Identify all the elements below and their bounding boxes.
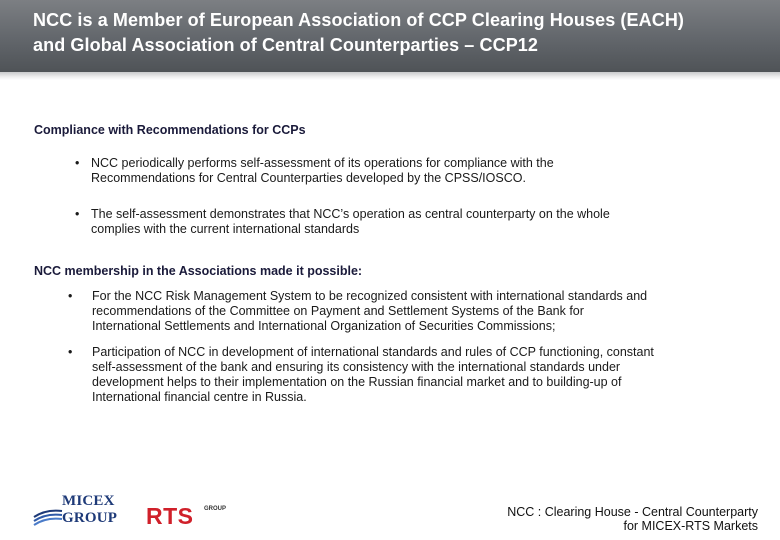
- bullet-text-line: International Settlements and International Organization of Securities Commissions;: [92, 319, 556, 333]
- micex-wordmark-line-1: MICEX: [62, 493, 115, 509]
- bullet-text-line: Recommendations for Central Counterparties developed by the CPSS/IOSCO.: [91, 171, 526, 185]
- bullet-text-line: complies with the current international standards: [91, 222, 360, 236]
- section-heading-membership: NCC membership in the Associations made it possible:: [34, 264, 363, 278]
- bullet-text-line: recommendations of the Committee on Payment and Settlement Systems of the Bank for: [92, 304, 584, 318]
- bullet-item: [75, 207, 755, 237]
- rts-group-logo: [146, 503, 236, 533]
- bullet-text-line: Participation of NCC in development of international standards and rules of CCP functioning, constant: [92, 345, 654, 359]
- micex-wordmark: [62, 493, 117, 527]
- title-bar: [0, 0, 780, 72]
- rts-group-label: GROUP: [204, 506, 227, 512]
- bullet-text-line: International financial centre in Russia.: [92, 390, 307, 404]
- bullet-text-line: development helps to their implementation on the Russian financial market and to building-up of: [92, 375, 622, 389]
- slide-title-line-2: and Global Association of Central Counterparties – CCP12: [33, 35, 539, 55]
- bullet-item: [68, 345, 758, 405]
- bullet-dot-icon: •: [75, 207, 80, 221]
- bullet-text-line: The self-assessment demonstrates that NCC’s operation as central counterparty on the whole: [91, 207, 610, 221]
- rts-wordmark: RTS: [146, 503, 194, 529]
- footer-caption: [507, 505, 758, 533]
- slide-title: [33, 8, 773, 58]
- bullet-dot-icon: •: [68, 289, 73, 303]
- bullet-text-line: self-assessment of the bank and ensuring its consistency with the international standards under: [92, 360, 621, 374]
- section-heading-compliance: Compliance with Recommendations for CCPs: [34, 123, 306, 137]
- footer-caption-line-1: NCC : Clearing House - Central Counterparty: [507, 505, 758, 519]
- bullet-dot-icon: •: [68, 345, 73, 359]
- bullet-item: [68, 289, 758, 334]
- bullet-dot-icon: •: [75, 156, 80, 170]
- micex-group-logo: [32, 493, 122, 535]
- footer-caption-line-2: for MICEX-RTS Markets: [623, 519, 758, 533]
- title-bar-shadow: [0, 72, 780, 80]
- slide-title-line-1: NCC is a Member of European Association of CCP Clearing Houses (EACH): [33, 10, 685, 30]
- bullet-text-line: NCC periodically performs self-assessment of its operations for compliance with the: [91, 156, 554, 170]
- bullet-item: [75, 156, 755, 186]
- micex-wordmark-line-2: GROUP: [62, 510, 118, 526]
- micex-swoosh-icon: [32, 495, 64, 535]
- bullet-text-line: For the NCC Risk Management System to be recognized consistent with international standards and: [92, 289, 648, 303]
